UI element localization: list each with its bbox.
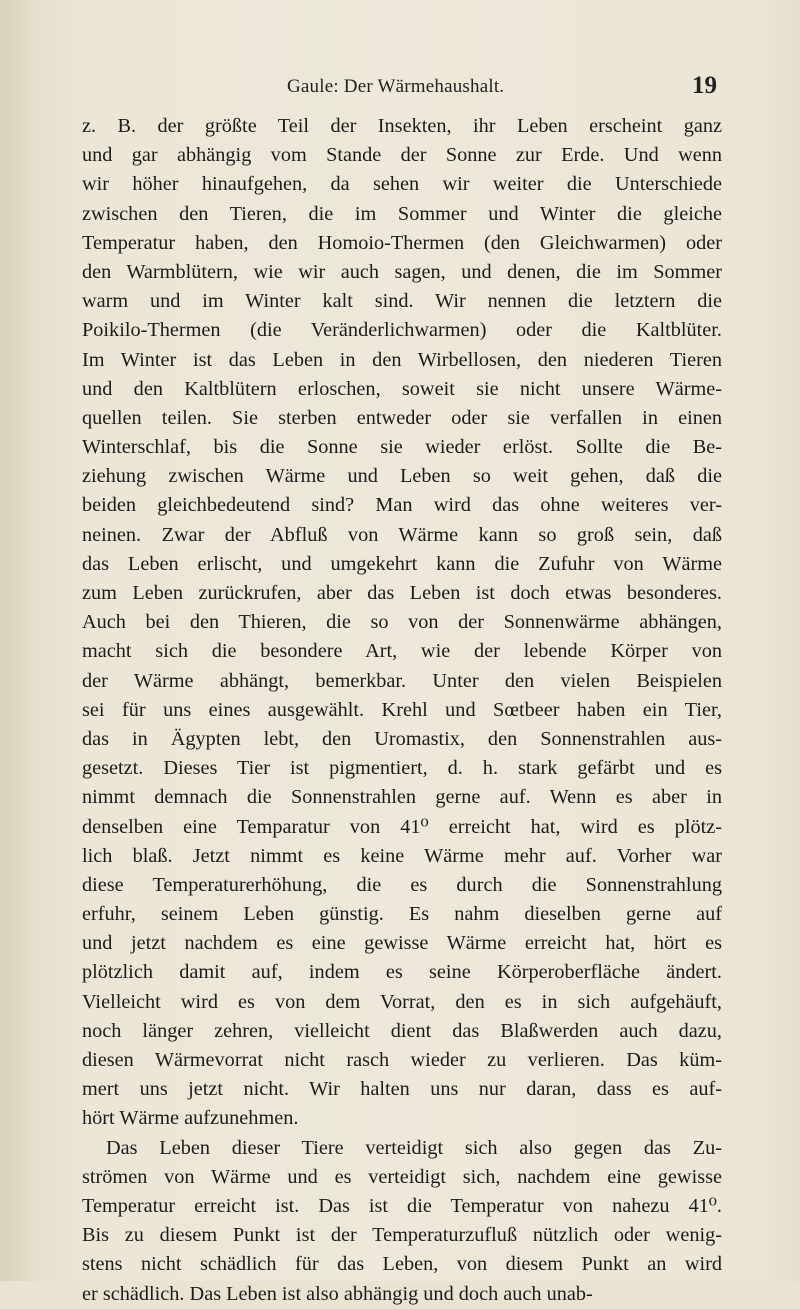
text-line: und jetzt nachdem es eine gewisse Wärme erreicht hat, hört es [82,932,722,955]
text-line: noch länger zehren, vielleicht dient das Blaßwerden auch dazu, [82,1019,722,1042]
paragraph [82,112,722,1134]
text-line: der Wärme abhängt, bemerkbar. Unter den vielen Beispielen [82,669,722,692]
text-line: Temperatur haben, den Homoio-Thermen (den Gleichwarmen) oder [82,231,722,254]
text-line: Poikilo-Thermen (die Veränderlichwarmen) oder die Kaltblüter. [82,319,722,342]
text-line: Im Winter ist das Leben in den Wirbellosen, den niederen Tieren [82,348,722,371]
text-line: Winterschlaf, bis die Sonne sie wieder erlöst. Sollte die Be- [82,436,722,459]
text-line: das in Ägypten lebt, den Uromastix, den Sonnenstrahlen aus- [82,727,722,750]
text-line: zwischen den Tieren, die im Sommer und Winter die gleiche [82,202,722,225]
text-line: mert uns jetzt nicht. Wir halten uns nur daran, dass es auf- [82,1078,722,1101]
running-title: Gaule: Der Wärmehaushalt. [287,76,505,97]
text-line: gesetzt. Dieses Tier ist pigmentiert, d. h. stark gefärbt und es [82,757,722,780]
text-line: Vielleicht wird es von dem Vorrat, den es in sich aufgehäuft, [82,990,722,1013]
text-line: neinen. Zwar der Abfluß von Wärme kann so groß sein, daß [82,523,722,546]
text-line: das Leben erlischt, und umgekehrt kann die Zufuhr von Wärme [82,552,722,575]
text-line: den Warmblütern, wie wir auch sagen, und denen, die im Sommer [82,260,722,283]
text-line: er schädlich. Das Leben ist also abhängig und doch auch unab- [82,1282,593,1305]
running-header [0,72,800,102]
text-line: Temperatur erreicht ist. Das ist die Temperatur von nahezu 41⁰. [82,1194,722,1217]
text-line: und gar abhängig vom Stande der Sonne zur Erde. Und wenn [82,144,722,167]
text-line: denselben eine Temparatur von 41⁰ erreicht hat, wird es plötz- [82,815,722,838]
text-line: erfuhr, seinem Leben günstig. Es nahm dieselben gerne auf [82,903,722,926]
text-line: und den Kaltblütern erloschen, soweit sie nicht unsere Wärme- [82,377,722,400]
page-number: 19 [692,72,717,99]
text-line: wir höher hinaufgehen, da sehen wir weiter die Unterschiede [82,173,722,196]
text-line: sei für uns eines ausgewählt. Krehl und Sœtbeer haben ein Tier, [82,698,722,721]
text-line: Das Leben dieser Tiere verteidigt sich also gegen das Zu- [106,1136,722,1159]
text-line: Bis zu diesem Punkt ist der Temperaturzufluß nützlich oder wenig- [82,1224,722,1247]
text-line: plötzlich damit auf, indem es seine Körperoberfläche ändert. [82,961,722,984]
text-line: hört Wärme aufzunehmen. [82,1107,299,1130]
text-line: Auch bei den Thieren, die so von der Sonnenwärme abhängen, [82,611,722,634]
text-line: diesen Wärmevorrat nicht rasch wieder zu verlieren. Das küm- [82,1049,722,1071]
text-line: warm und im Winter kalt sind. Wir nennen die letztern die [82,290,722,313]
text-line: z. B. der größte Teil der Insekten, ihr Leben erscheint ganz [82,115,722,137]
text-line: lich blaß. Jetzt nimmt es keine Wärme mehr auf. Vorher war [82,844,722,867]
body-text [82,112,722,1309]
text-line: nimmt demnach die Sonnenstrahlen gerne auf. Wenn es aber in [82,786,722,809]
text-line: strömen von Wärme und es verteidigt sich, nachdem eine gewisse [82,1165,722,1188]
text-line: diese Temperaturerhöhung, die es durch die Sonnenstrahlung [82,873,722,896]
paragraph [82,1134,722,1309]
text-line: stens nicht schädlich für das Leben, von diesem Punkt an wird [82,1253,722,1276]
text-line: ziehung zwischen Wärme und Leben so weit gehen, daß die [82,465,722,488]
text-line: zum Leben zurückrufen, aber das Leben ist doch etwas besonderes. [82,582,722,604]
text-line: macht sich die besondere Art, wie der lebende Körper von [82,640,722,663]
text-line: beiden gleichbedeutend sind? Man wird das ohne weiteres ver- [82,494,722,517]
text-line: quellen teilen. Sie sterben entweder oder sie verfallen in einen [82,406,722,429]
